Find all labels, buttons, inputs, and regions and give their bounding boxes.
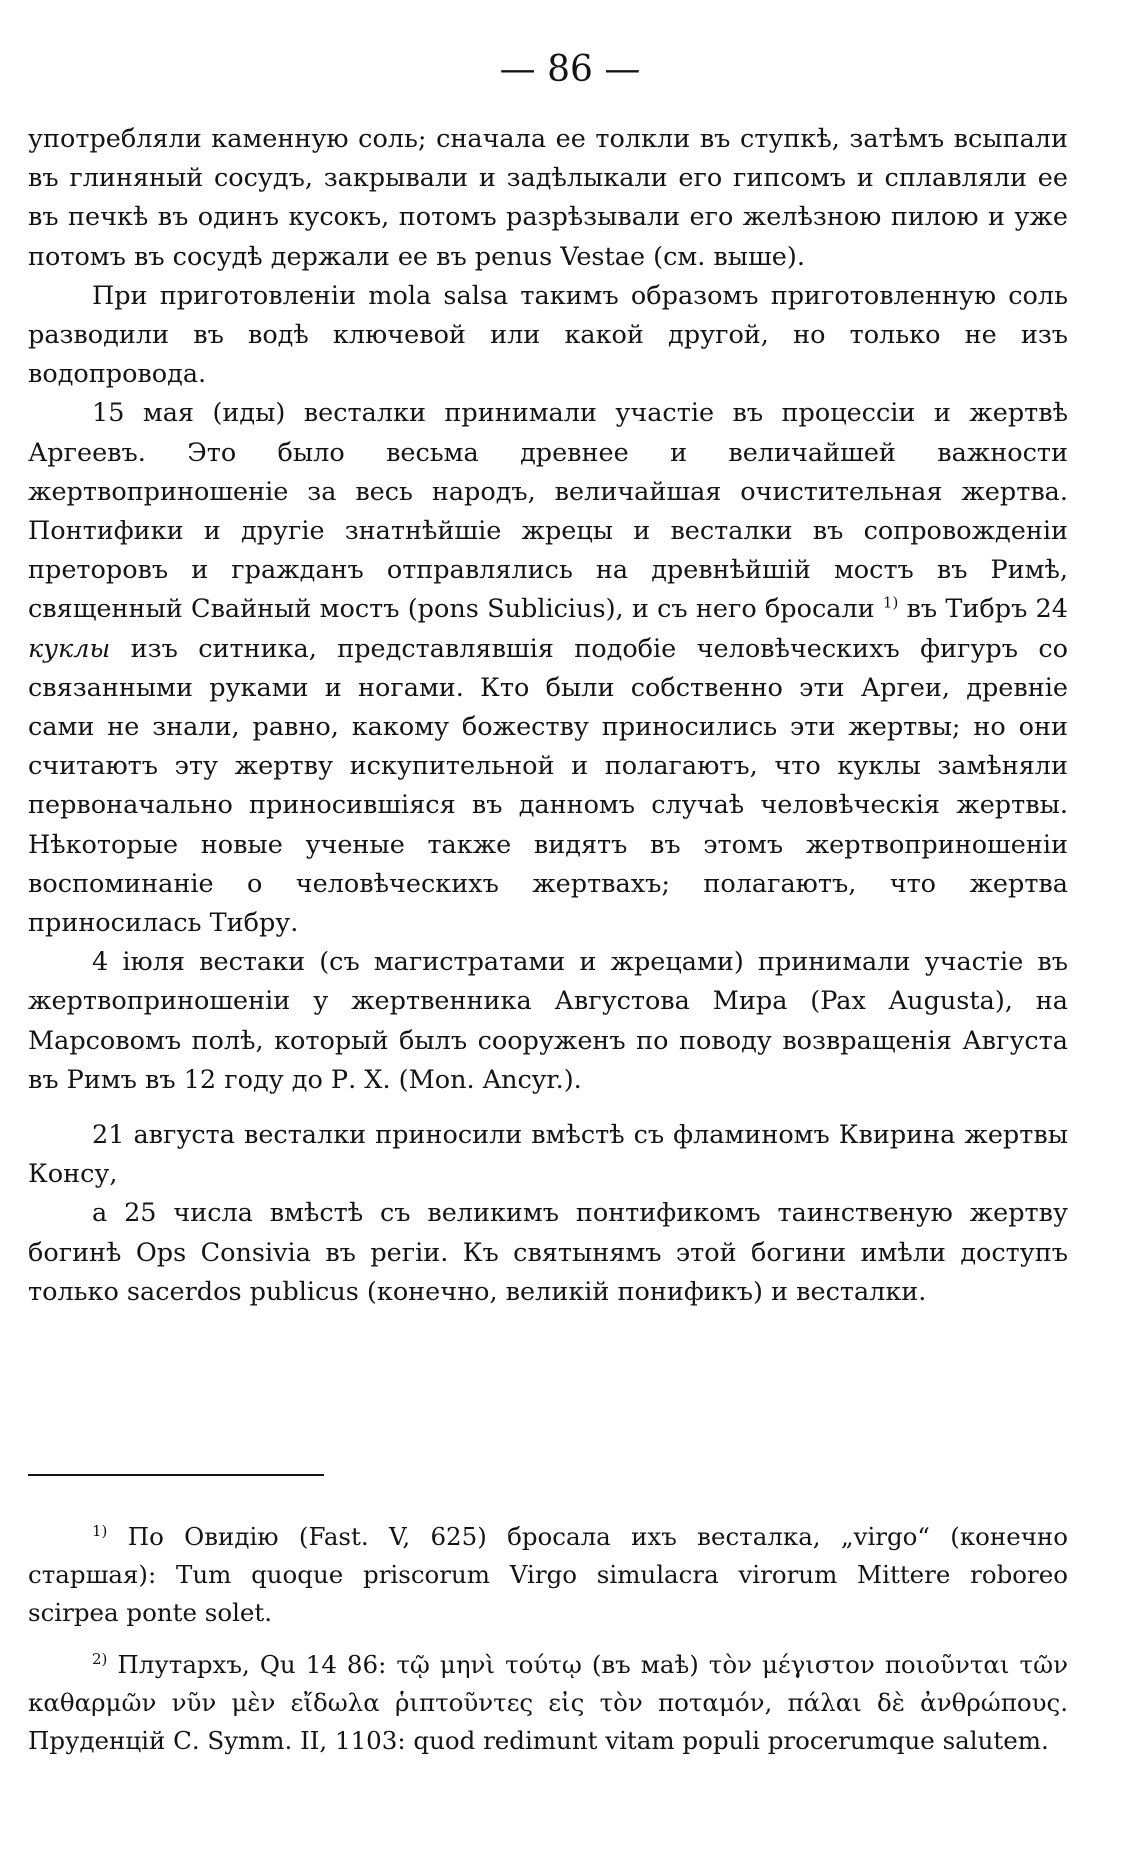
main-text bbox=[28, 120, 1068, 1312]
argei-text-start: 15 мая (иды) весталки принимали участіе въ процессіи и жертвѣ Аргеевъ. Это было весьма древнее и величайшей важности жертвоприношеніе за весь народъ, величайшая очистительная жертва. Понтифики и другіе знатнѣйшіе жрецы и весталки въ сопровожденіи преторовъ и гражданъ отправлялись на древнѣйшій мостъ въ Римѣ, священный Свайный мостъ (pons Sublicius), и съ него бросали bbox=[28, 398, 1068, 625]
argei-text-middle: въ Тибръ 24 bbox=[898, 594, 1068, 625]
footnote-2-text: Плутархъ, Qu 14 86: τῷ μηνὶ τούτῳ (въ маѣ) τὸν μέγιστον ποιοῦνται τῶν καθαρμῶν νῦν μὲν εἴδωλα ῥιπτοῦντες εἰς τὸν ποταμόν, πάλαι δὲ ἀνθρώπους. Пруденцій С. Symm. II, 1103: quod redimunt vitam populi procerumque salutem. bbox=[28, 1650, 1068, 1755]
footnote-1-text: По Овидію (Fast. V, 625) бросала ихъ весталка, „virgo“ (конечно старшая): Tum quoque priscorum Virgo simulacra virorum Mittere roboreo scirpea ponte solet. bbox=[28, 1522, 1068, 1627]
footnote-2-mark: 2) bbox=[92, 1649, 108, 1668]
footnote-reference-1[interactable]: 1) bbox=[882, 593, 899, 612]
footnote-1-mark: 1) bbox=[92, 1521, 108, 1540]
paragraph-pax-augusta: 4 іюля вестаки (съ магистратами и жрецами) принимали участіе въ жертвоприношеніи у жертвенника Августова Мира (Pax Augusta), на Марсовомъ полѣ, который былъ сооруженъ по поводу возвращенія Августа въ Римъ въ 12 году до Р. Х. (Mon. Ancyr.). bbox=[28, 947, 1068, 1095]
footnote-1 bbox=[28, 1518, 1068, 1632]
paragraph-august-21: 21 августа весталки приносили вмѣстѣ съ фламиномъ Квирина жертвы Консу, bbox=[28, 1120, 1068, 1190]
paragraph-salt-preparation: употребляли каменную соль; сначала ее толкли въ ступкѣ, затѣмъ всыпали въ глиняный сосудъ, закрывали и задѣлыкали его гипсомъ и сплавляли ее въ печкѣ въ одинъ кусокъ, потомъ разрѣзывали его желѣзною пилою и уже потомъ въ сосудѣ держали ее въ penus Vestae (см. выше). bbox=[28, 124, 1068, 272]
page-number: — 86 — bbox=[499, 49, 641, 90]
argei-italic-word: куклы bbox=[28, 633, 111, 664]
footnotes bbox=[28, 1518, 1068, 1774]
paragraph-august-25: а 25 числа вмѣстѣ съ великимъ понтификомъ таинственую жертву богинѣ Ops Consivia въ регіи. Къ святынямъ этой богини имѣли доступъ только sacerdos publicus (конечно, великій понификъ) и весталки. bbox=[28, 1198, 1068, 1307]
paragraph-mola-salsa: При приготовленіи mola salsa такимъ образомъ приготовленную соль разводили въ водѣ ключевой или какой другой, но только не изъ водопровода. bbox=[28, 280, 1068, 390]
paragraph-argei bbox=[28, 394, 1068, 943]
footnote-separator bbox=[28, 1474, 324, 1476]
argei-text-end: изъ ситника, представлявшія подобіе человѣческихъ фигуръ со связанными руками и ногами. Кто были собственно эти Аргеи, древніе сами не знали, равно, какому божеству приносились эти жертвы; но они считаютъ эту жертву искупительной и полагаютъ, что куклы замѣняли первоначально приносившіяся въ данномъ случаѣ человѣческія жертвы. Нѣкоторые новые ученые также видятъ въ этомъ жертвоприношеніи воспоминаніе о человѣческихъ жертвахъ; полагаютъ, что жертва приносилась Тибру. bbox=[28, 633, 1068, 939]
footnote-2 bbox=[28, 1646, 1068, 1760]
